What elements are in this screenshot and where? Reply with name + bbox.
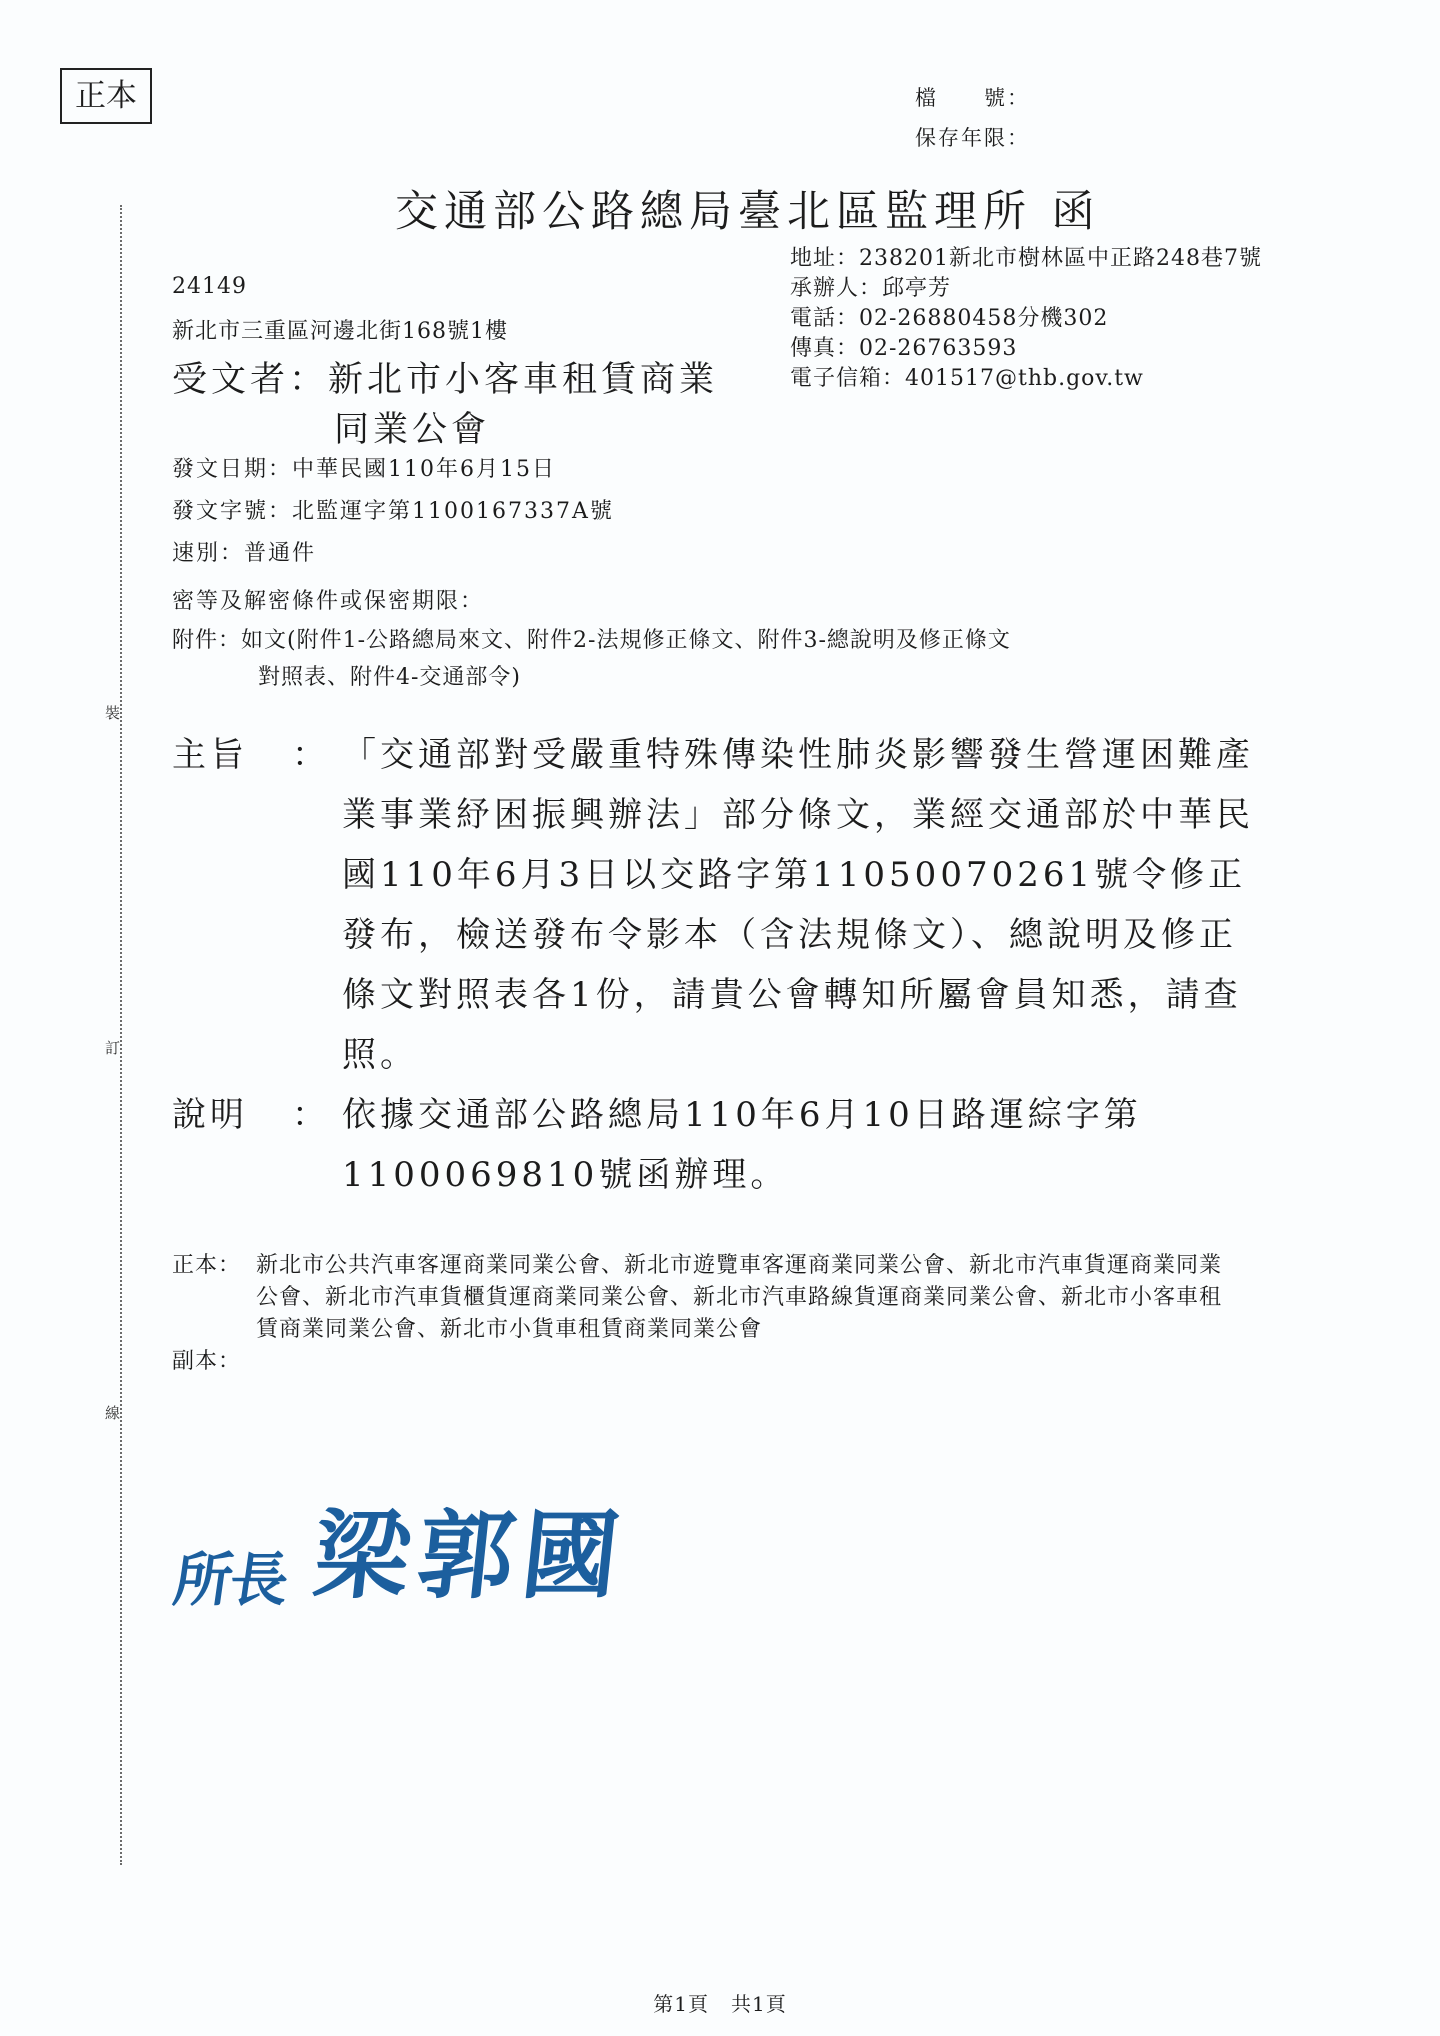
binding-mark-line: 線 (105, 1400, 120, 1425)
original-copy-stamp: 正本 (60, 68, 152, 124)
confidentiality: 密等及解密條件或保密期限： (172, 589, 485, 614)
original-label: 正本： (172, 1253, 242, 1278)
subject-text: 「交通部對受嚴重特殊傳染性肺炎影響發生營運困難產業事業紓困振興辦法」部分條文，業經交通部於中華民國110年6月3日以交路字第11050070261號令修正發布，檢送發布令影本（含法規條文）、總說明及修正條文對照表各1份，請貴公會轉知所屬會員知悉，請查照。 (342, 735, 1254, 1075)
page-total: 共1頁 (731, 1992, 787, 2016)
sender-handler: 承辦人：邱亭芳 (790, 276, 952, 301)
copy-recipients (172, 1346, 1242, 1378)
priority: 速別：普通件 (172, 541, 317, 566)
explanation-separator: ： (292, 1095, 330, 1135)
retention-period-label: 保存年限： (915, 126, 1030, 150)
subject-paragraph (172, 725, 1272, 1085)
sender-fax: 傳真：02-26763593 (790, 336, 1018, 361)
file-number-label: 檔 號： (915, 86, 1030, 110)
attachments-line1: 附件：如文(附件1-公路總局來文、附件2-法規修正條文、附件3-總說明及修正條文 (172, 628, 1011, 653)
explanation-label: 說明 (172, 1095, 248, 1135)
page-number: 第1頁 (653, 1992, 709, 2016)
original-recipients (172, 1250, 1242, 1346)
recipient-label: 受文者： (172, 360, 329, 400)
document-number: 發文字號：北監運字第1100167337A號 (172, 499, 614, 524)
signature-title: 所長 (169, 1546, 292, 1614)
issue-date: 發文日期：中華民國110年6月15日 (172, 457, 556, 482)
binding-line (120, 205, 122, 1865)
document-title: 交通部公路總局臺北區監理所 函 (395, 187, 1101, 237)
original-recipients-text: 新北市公共汽車客運商業同業公會、新北市遊覽車客運商業同業公會、新北市汽車貨運商業同業公會、新北市汽車貨櫃貨運商業同業公會、新北市汽車路線貨運商業同業公會、新北市小客車租賃商業同業公會、新北市小貨車租賃商業同業公會 (256, 1253, 1223, 1342)
recipient-postal-code: 24149 (172, 274, 247, 299)
recipient-name-line2: 同業公會 (334, 410, 491, 450)
binding-mark-bind: 裝 (105, 700, 120, 725)
signature-name: 梁郭國 (308, 1499, 633, 1612)
attachments-line2: 對照表、附件4-交通部令) (258, 665, 522, 690)
sender-address: 地址：238201新北市樹林區中正路248巷7號 (790, 246, 1262, 271)
director-signature (169, 1480, 633, 1617)
recipient-address: 新北市三重區河邊北街168號1樓 (172, 319, 508, 344)
sender-phone: 電話：02-26880458分機302 (790, 306, 1109, 331)
page-footer (0, 1988, 1440, 2017)
copy-label: 副本： (172, 1349, 242, 1374)
copy-recipients-text (256, 1346, 1242, 1378)
recipient-name-line1: 新北市小客車租賃商業 (328, 360, 719, 400)
attachments (172, 622, 1252, 696)
letter-body (172, 725, 1272, 1205)
subject-separator: ： (292, 735, 330, 775)
subject-label: 主旨 (172, 735, 248, 775)
recipient-block (172, 355, 718, 455)
explanation-text: 依據交通部公路總局110年6月10日路運綜字第1100069810號函辦理。 (342, 1095, 1142, 1195)
explanation-paragraph (172, 1085, 1272, 1205)
sender-email: 電子信箱：401517@thb.gov.tw (790, 366, 1144, 391)
binding-mark-staple: 訂 (105, 1035, 120, 1060)
distribution-list (172, 1250, 1242, 1378)
